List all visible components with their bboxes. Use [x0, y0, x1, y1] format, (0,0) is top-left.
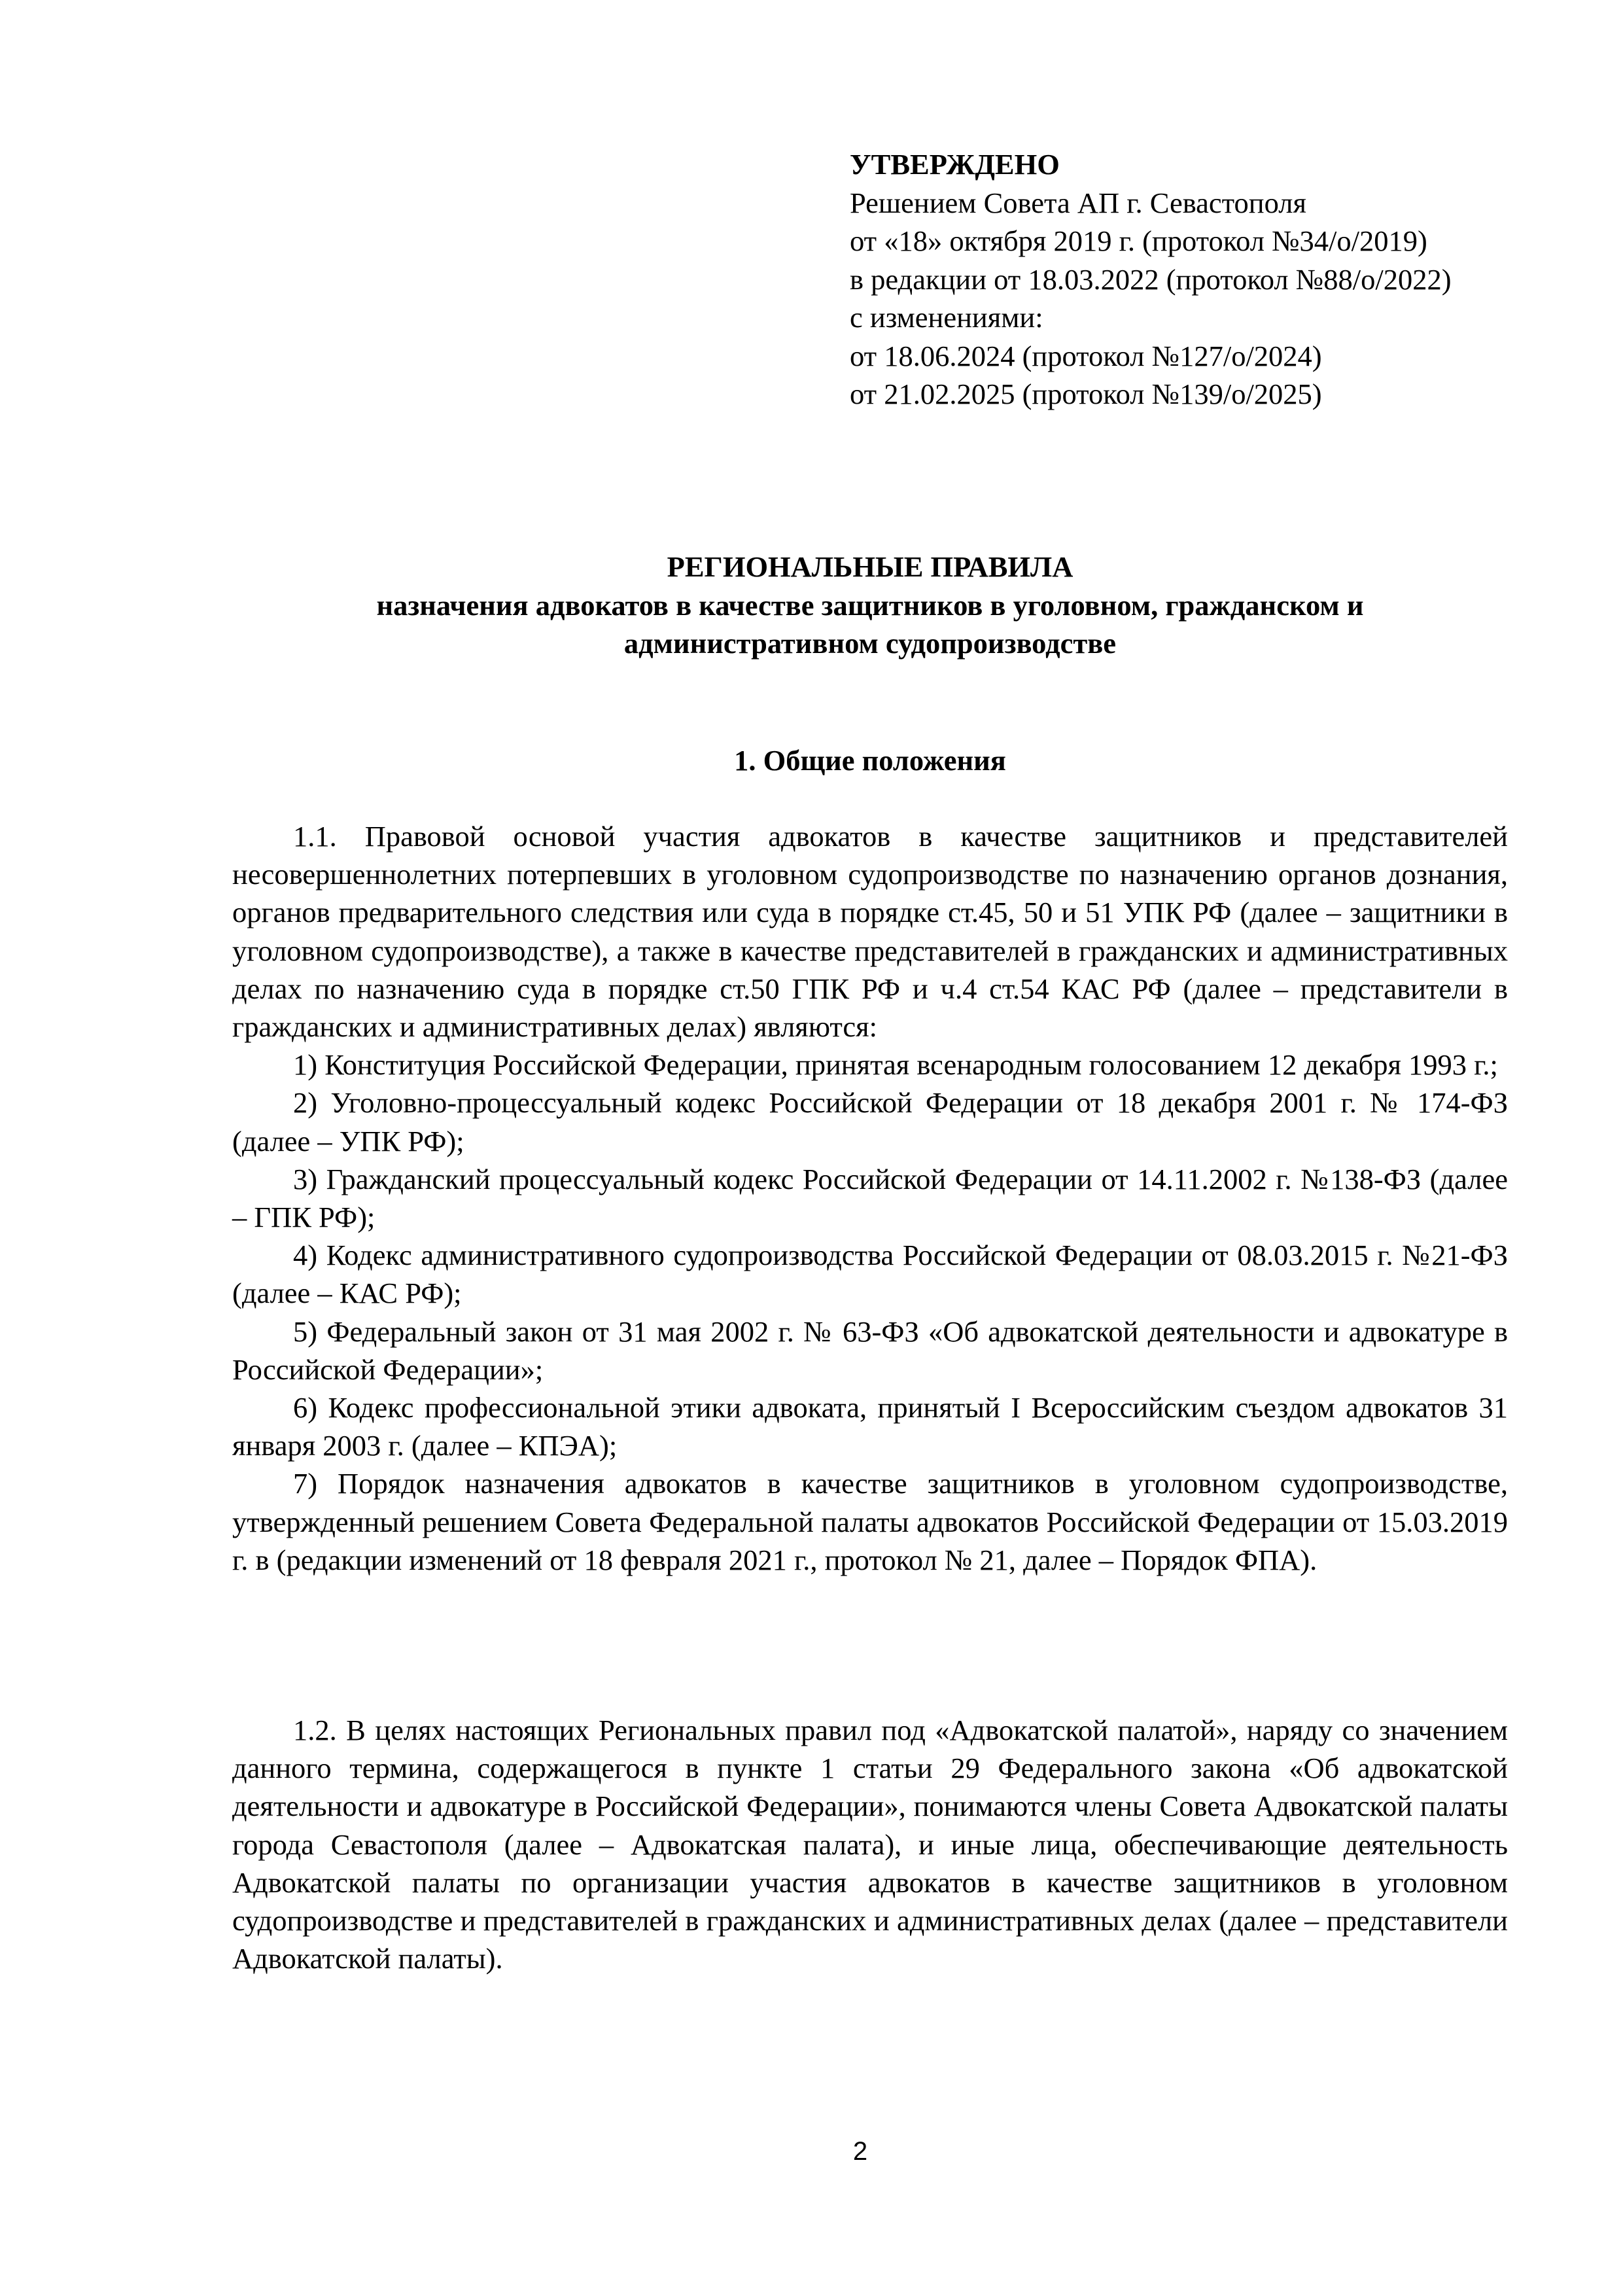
list-item: 7) Порядок назначения адвокатов в качестве защитников в уголовном судопроизводстве, утвержденный решением Совета Федеральной палаты адвокатов Российской Федерации от 15.03.2019 г. в (редакции изменений от 18 февраля 2021 г., протокол № 21, далее – Порядок ФПА).	[232, 1467, 1508, 1576]
list-item: 3) Гражданский процессуальный кодекс Российской Федерации от 14.11.2002 г. №138-ФЗ (далее – ГПК РФ);	[232, 1162, 1508, 1234]
section-heading: 1. Общие положения	[734, 744, 1006, 777]
list-item: 4) Кодекс административного судопроизводства Российской Федерации от 08.03.2015 г. №21-ФЗ (далее – КАС РФ);	[232, 1239, 1508, 1310]
approval-heading: УТВЕРЖДЕНО	[850, 148, 1060, 181]
approval-line: с изменениями:	[850, 301, 1043, 334]
page-number: 2	[852, 2137, 868, 2166]
list-item: 6) Кодекс профессиональной этики адвоката, принятый I Всероссийским съездом адвокатов 31 января 2003 г. (далее – КПЭА);	[232, 1391, 1508, 1462]
list-item: 2) Уголовно-процессуальный кодекс Российской Федерации от 18 декабря 2001 г. № 174-ФЗ (далее – УПК РФ);	[232, 1086, 1508, 1157]
approval-line: от 18.06.2024 (протокол №127/о/2024)	[850, 339, 1322, 372]
list-item: 1) Конституция Российской Федерации, принятая всенародным голосованием 12 декабря 1993 г.;	[293, 1048, 1498, 1082]
section-body	[232, 817, 1508, 1579]
approval-line: от «18» октября 2019 г. (протокол №34/о/2019)	[850, 224, 1427, 257]
approval-line: в редакции от 18.03.2022 (протокол №88/о/2022)	[850, 262, 1452, 296]
approval-block	[850, 145, 1569, 414]
document-subtitle-line: назначения адвокатов в качестве защитников в уголовном, гражданском и	[376, 588, 1364, 622]
list-item: 5) Федеральный закон от 31 мая 2002 г. № 63-ФЗ «Об адвокатской деятельности и адвокатуре в Российской Федерации»;	[232, 1315, 1508, 1386]
section-body	[232, 1711, 1508, 1977]
approval-line: от 21.02.2025 (протокол №139/о/2025)	[850, 378, 1322, 410]
paragraph: 1.1. Правовой основой участия адвокатов в качестве защитников и представителей несовершеннолетних потерпевших в уголовном судопроизводстве по назначению органов дознания, органов предварительного следствия или суда в порядке ст.45, 50 и 51 УПК РФ (далее – защитники в уголовном судопроизводстве), а также в качестве представителей в гражданских и административных делах по назначению суда в порядке ст.50 ГПК РФ и ч.4 ст.54 КАС РФ (далее – представители в гражданских и административных делах) являются:	[232, 820, 1508, 1044]
paragraph: 1.2. В целях настоящих Региональных правил под «Адвокатской палатой», наряду со значением данного термина, содержащегося в пункте 1 статьи 29 Федерального закона «Об адвокатской деятельности и адвокатуре в Российской Федерации», понимаются члены Совета Адвокатской палаты города Севастополя (далее – Адвокатская палата), и иные лица, обеспечивающие деятельность Адвокатской палаты по организации участия адвокатов в качестве защитников в уголовном судопроизводстве и представителей в гражданских и административных делах (далее – представители Адвокатской палаты).	[232, 1714, 1508, 1975]
document-title-line: РЕГИОНАЛЬНЫЕ ПРАВИЛА	[667, 550, 1073, 583]
document-subtitle-line: административном судопроизводстве	[623, 627, 1117, 660]
document-title	[232, 548, 1508, 663]
approval-line: Решением Совета АП г. Севастополя	[850, 186, 1306, 219]
